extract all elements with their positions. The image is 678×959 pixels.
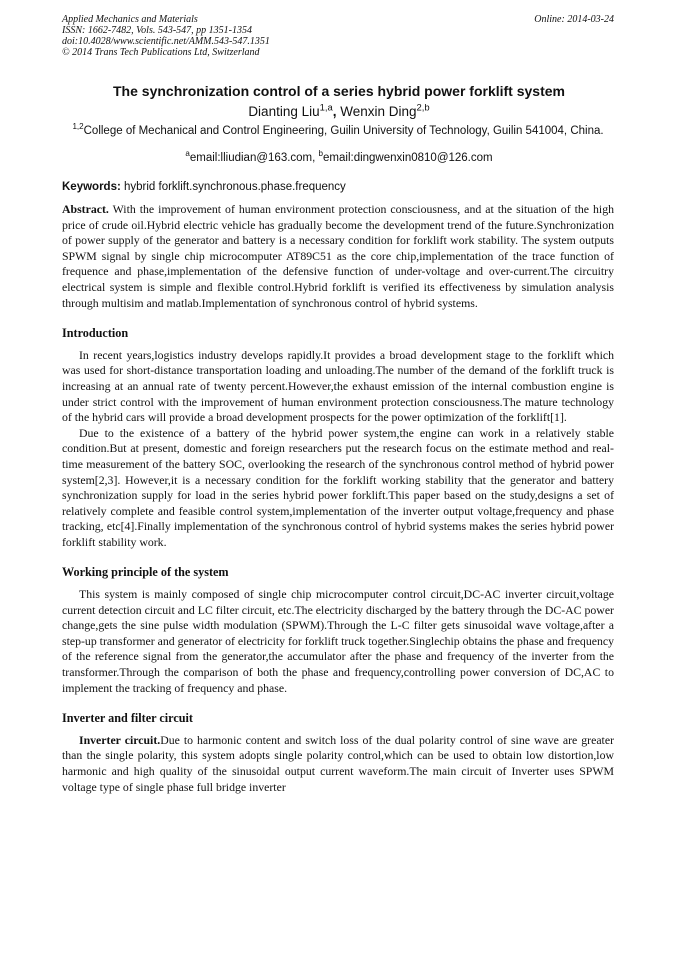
author-2-name: Wenxin Ding [340, 104, 417, 119]
abstract-label: Abstract. [62, 202, 109, 216]
introduction-heading: Introduction [62, 326, 129, 341]
paper-title: The synchronization control of a series hybrid power forklift system [113, 83, 565, 99]
abstract [62, 202, 614, 311]
inverter-circuit-text: Due to harmonic content and switch loss of the dual polarity control of sine wave are greater than the single polarity, this system adopts single polarity control,which can be used to obtain low distortion,low harmonic and high quality of the sinusoidal output current waveform.The main circuit of Inverter uses SPWM voltage type of single phase full bridge inverter [62, 732, 614, 794]
email-b-marker: b [318, 149, 324, 159]
online-date: Online: 2014-03-24 [534, 14, 614, 25]
introduction-paragraph-1: In recent years,logistics industry develops rapidly.It provides a broad development stage to the forklift which was used for short-distance transportation loading and unloading.The number of the demand of the forklift truck is increasing at an annual rate of twenty percent.However,the exhaust emission of the internal combustion engine is under strict control with the improvement of human environment protection consciousness.The mature technology of the hybrid cars will provide a broad development prospects for the power optimization of the forklift[1]. [62, 347, 614, 425]
affiliation [62, 124, 614, 138]
issn-line: ISSN: 1662-7482, Vols. 543-547, pp 1351-1354 [62, 25, 252, 36]
email-b: email:dingwenxin0810@126.com [323, 152, 493, 164]
copyright-line: © 2014 Trans Tech Publications Ltd, Switzerland [62, 47, 260, 58]
inverter-circuit-label: Inverter circuit. [79, 732, 161, 747]
affiliation-marker: 1,2 [72, 122, 84, 132]
working-principle-paragraph: This system is mainly composed of single chip microcomputer control circuit,DC-AC inverter circuit,voltage current detection circuit and LC filter circuit, etc.The electricity discharged by the battery through the DC-AC power change,gets the sine pulse width modulation (SPWM).Through the L-C filter gets sinusoidal wave voltage,after a step-up transformer and generator of electricity for forklift truck together.Singlechip obtains the phase and frequency of the reference signal from the generator,the accumulator after the phase and frequency of the inverter from the transformer.Through the comparison of both the phase and frequency,controlling power conversion of DC,AC to implement the tracking of frequency and phase. [62, 587, 614, 695]
author-2-marker: 2,b [416, 102, 430, 114]
keywords-label: Keywords: [62, 181, 121, 193]
doi-line: doi:10.4028/www.scientific.net/AMM.543-547.1351 [62, 36, 270, 47]
keywords [62, 181, 614, 193]
author-line [40, 104, 638, 119]
email-a: email:lliudian@163.com, [189, 152, 319, 164]
author-1-name: Dianting Liu [248, 104, 320, 119]
inverter-circuit-paragraph [62, 733, 614, 795]
email-a-marker: a [185, 149, 190, 159]
working-principle-heading: Working principle of the system [62, 565, 229, 580]
inverter-filter-heading: Inverter and filter circuit [62, 711, 193, 726]
author-1-marker: 1,a [319, 102, 333, 114]
journal-header [62, 14, 614, 58]
abstract-text: With the improvement of human environment protection consciousness, and at the situation of the high price of crude oil.Hybrid electric vehicle has gradually become the development trend of the future.Synchronization of power supply of the generator and battery is a necessary condition for forklift work stability. The system outputs SPWM signal by single chip microcomputer AT89C51 as the core chip,implementation of the trace function of frequence and phase,implementation of the defensive function of under-voltage and over-current.The circuitry electrical system is simple and flexible control.Hybrid forklift is verified its effectiveness by simulation analysis through multisim and matlab.Implementation of synchronous control of hybrid systems. [62, 202, 614, 310]
introduction-paragraph-2: Due to the existence of a battery of the hybrid power system,the engine can work in a relatively stable condition.But at present, domestic and foreign researchers put the research focus on the estimate method and real-time measurement of the battery SOC, overlooking the research of the synchronous control method of hybrid power system[2,3]. However,it is a necessary condition for the forklift working stability that the generator and battery synchronization supply for load in the series hybrid power forklift.This paper based on the study,designs a set of relatively complete and feasible control system,implementation of the inverter output voltage,frequency and phase tracking, etc[4].Finally implementation of the synchronous control of hybrid systems makes the series hybrid power forklift stability work. [62, 425, 614, 549]
keywords-text: hybrid forklift.synchronous.phase.frequency [120, 181, 346, 193]
author-separator: , [332, 104, 341, 119]
paper-body [62, 202, 614, 795]
email-line [40, 149, 638, 164]
affiliation-text: College of Mechanical and Control Engineering, Guilin University of Technology, Guilin 541004, China. [83, 125, 604, 137]
journal-name: Applied Mechanics and Materials [62, 14, 198, 25]
